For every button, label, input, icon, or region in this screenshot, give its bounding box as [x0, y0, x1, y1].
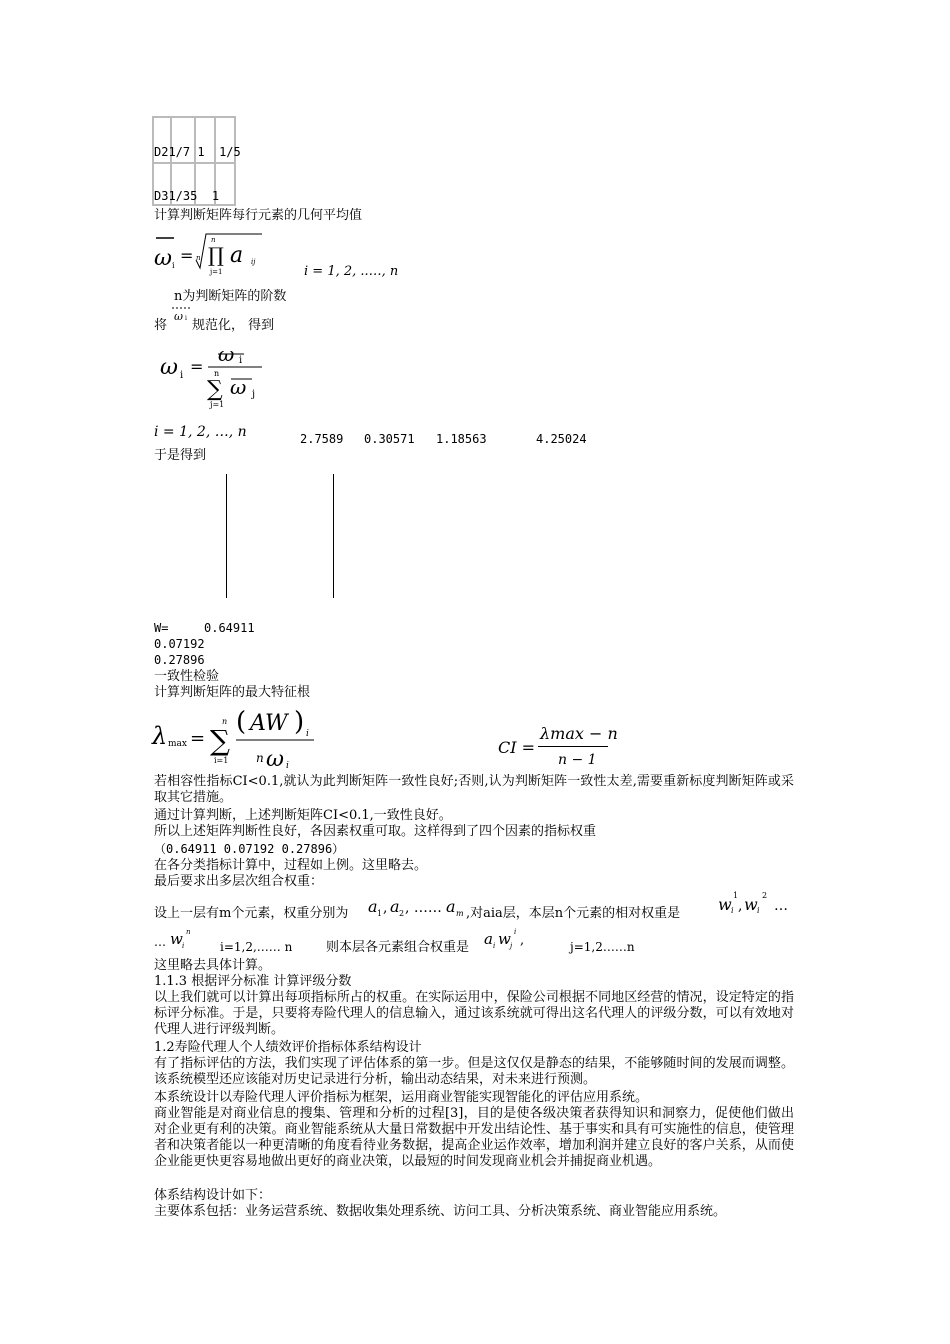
svg-text:, ……: , ……: [405, 900, 442, 916]
weights-a-formula: [368, 894, 478, 920]
svg-text:a: a: [230, 243, 244, 268]
svg-text:,: ,: [383, 900, 388, 916]
paragraph-combo-intro: 最后要求出多层次组合权重：: [154, 874, 324, 889]
consistency-heading: 一致性检验: [154, 669, 220, 684]
svg-text:i: i: [185, 315, 187, 322]
svg-text:n: n: [211, 236, 216, 244]
lambda-max-formula: [152, 700, 322, 772]
bracket-right-line: [333, 474, 334, 598]
svg-text:∏: ∏: [208, 243, 224, 267]
svg-text:w: w: [170, 930, 183, 948]
svg-text:i: i: [286, 761, 289, 771]
relative-weights-formula-n: [154, 924, 204, 954]
svg-text:,: ,: [520, 933, 525, 948]
weight-2: 0.07192: [154, 637, 205, 651]
geo-mean-formula: [150, 230, 280, 280]
svg-text:ω: ω: [230, 375, 247, 399]
n-order-label: n为判断矩阵的阶数: [174, 289, 287, 304]
matrix-row-d2: [154, 145, 241, 160]
bracket-left-line: [226, 474, 227, 598]
svg-text:i: i: [180, 370, 184, 381]
svg-text:i: i: [182, 942, 185, 950]
value-1: 2.7589: [300, 432, 344, 446]
matrix-cell: 1/5: [219, 145, 241, 159]
svg-text:=: =: [190, 728, 206, 749]
svg-text:…: …: [774, 898, 788, 914]
normalize-label-b: 规范化， 得到: [192, 318, 275, 333]
svg-text:i: i: [239, 355, 243, 366]
normalize-label-a: 将: [154, 318, 168, 333]
svg-text:∑: ∑: [207, 377, 223, 402]
svg-text:j: j: [510, 942, 513, 950]
svg-text:2: 2: [762, 891, 768, 900]
weight-3: 0.27896: [154, 653, 205, 667]
ci-fraction-bar: [538, 746, 608, 747]
normalize-formula: [160, 340, 270, 416]
svg-text:1: 1: [377, 909, 383, 918]
svg-text:ω: ω: [154, 246, 172, 271]
paragraph-bi-design: 本系统设计以寿险代理人评价指标为框架，运用商业智能实现智能化的评估应用系统。: [154, 1090, 649, 1105]
svg-text:j: j: [252, 389, 256, 400]
svg-text:): ): [294, 707, 305, 737]
weight-1: 0.64911: [204, 621, 255, 635]
relative-weights-formula: [718, 888, 798, 918]
svg-text:w: w: [498, 930, 511, 948]
svg-text:w: w: [744, 895, 758, 914]
matrix-cell: 1: [197, 145, 205, 159]
matrix-cell: 1: [211, 189, 220, 203]
svg-text:,: ,: [738, 898, 743, 914]
svg-text:n: n: [222, 717, 228, 726]
svg-text:i: i: [731, 906, 734, 915]
svg-text:j=1: j=1: [210, 268, 223, 276]
ci-label: CI =: [498, 738, 536, 757]
paragraph-ci-rule: 若相容性指标CI<0.1,就认为此判断矩阵一致性良好;否则,认为判断矩阵一致性太差,需要重新标度判断矩阵或采取其它措施。: [154, 774, 794, 805]
combo-line-2a: i=1,2,…… n: [220, 940, 293, 954]
paragraph-ci-result: 通过计算判断，上述判断矩阵CI<0.1,一致性良好。: [154, 808, 452, 823]
svg-text:a: a: [446, 897, 456, 916]
value-4: 4.25024: [536, 432, 587, 446]
svg-text:λ: λ: [152, 722, 168, 750]
combo-line-2b: 则本层各元素组合权重是: [326, 940, 470, 955]
svg-text:j=1: j=1: [210, 400, 225, 409]
yushi-label: 于是得到: [154, 448, 207, 463]
matrix-cell: 1/3: [168, 189, 191, 203]
svg-text:=: =: [180, 246, 194, 265]
matrix-cell: 1/7: [168, 145, 191, 159]
value-2: 0.30571: [364, 432, 415, 446]
paragraph-weights-intro: 所以上述矩阵判断性良好，各因素权重可取。这样得到了四个因素的指标权重: [154, 824, 597, 839]
svg-text:n: n: [186, 928, 191, 936]
svg-text:i: i: [493, 942, 496, 950]
svg-text:a: a: [390, 897, 400, 916]
geo-mean-heading: 计算判断矩阵每行元素的几何平均值: [154, 208, 363, 223]
matrix-row-label: D3: [154, 189, 169, 203]
value-3: 1.18563: [436, 432, 487, 446]
svg-text:=: =: [190, 357, 204, 376]
svg-text:ω: ω: [160, 355, 178, 380]
svg-text:(: (: [236, 707, 247, 737]
omega-bar-symbol: [170, 306, 192, 322]
svg-text:i=1: i=1: [214, 756, 229, 765]
svg-text:ω: ω: [266, 747, 284, 772]
svg-text:a: a: [368, 897, 378, 916]
svg-text:i: i: [757, 906, 760, 915]
section-heading-12: 1.2寿险代理人个人绩效评价指标体系结构设计: [154, 1040, 422, 1055]
ci-denominator: n − 1: [558, 752, 597, 768]
combo-line-1b: ,对aia层，本层n个元素的相对权重是: [466, 906, 681, 921]
svg-text:∑: ∑: [210, 724, 230, 757]
combo-line-1a: 设上一层有m个元素，权重分别为: [154, 906, 349, 921]
svg-text:n: n: [256, 751, 264, 765]
svg-text:w: w: [718, 895, 732, 914]
svg-text:a: a: [484, 930, 493, 948]
matrix-cell: 5: [190, 189, 198, 203]
svg-text:m: m: [456, 909, 464, 918]
i-range-2: i = 1, 2, …, n: [154, 424, 247, 440]
svg-text:ij: ij: [251, 258, 256, 266]
svg-text:ω: ω: [174, 310, 183, 323]
combined-weight-formula: [484, 924, 534, 954]
svg-text:n: n: [214, 369, 220, 378]
svg-text:ω: ω: [218, 342, 235, 366]
svg-text:n: n: [196, 254, 201, 262]
section-heading-113: 1.1.3 根据评分标准 计算评级分数: [154, 974, 352, 989]
paragraph-arch-systems: 主要体系包括：业务运营系统、数据收集处理系统、访问工具、分析决策系统、商业智能应用系统。: [154, 1204, 727, 1219]
matrix-row-d3: [154, 189, 219, 204]
svg-text:i: i: [514, 928, 517, 936]
svg-text:2: 2: [399, 909, 405, 918]
paragraph-omit-calc: 这里略去具体计算。: [154, 958, 272, 973]
paragraph-scoring: 以上我们就可以计算出每项指标所占的权重。在实际运用中，保险公司根据不同地区经营的情况，设定特定的指标评分标准。于是，只要将寿险代理人的信息输入，通过该系统就可得出这名代理人的评级分数，可以有效地对代理人进行评级判断。: [154, 990, 794, 1037]
svg-text:i: i: [172, 261, 175, 270]
paragraph-weights-values: （0.64911 0.07192 0.27896）: [154, 842, 345, 856]
svg-text:…: …: [154, 935, 166, 949]
weight-label: W=: [154, 621, 169, 635]
combo-line-2c: j=1,2……n: [570, 940, 635, 954]
matrix-row-label: D2: [154, 145, 169, 159]
i-range-1: i = 1, 2, ..…, n: [304, 264, 399, 279]
max-eig-heading: 计算判断矩阵的最大特征根: [154, 685, 311, 700]
svg-text:max: max: [168, 739, 187, 749]
svg-text:1: 1: [733, 891, 739, 900]
paragraph-dynamic: 有了指标评估的方法，我们实现了评估体系的第一步。但是这仅仅是静态的结果，不能够随时间的发展而调整。该系统模型还应该能对历史记录进行分析，输出动态结果，对未来进行预测。: [154, 1056, 794, 1087]
paragraph-omitted: 在各分类指标计算中，过程如上例。这里略去。: [154, 858, 428, 873]
svg-text:i: i: [306, 729, 309, 739]
svg-text:AW: AW: [250, 711, 288, 736]
ci-numerator: λmax − n: [540, 724, 618, 743]
paragraph-bi-definition: 商业智能是对商业信息的搜集、管理和分析的过程[3]，目的是使各级决策者获得知识和洞察力，促使他们做出对企业更有利的决策。商业智能系统从大量日常数据中开发出结论性、基于事实和具有可实施性的信息，使管理者和决策者能以一种更清晰的角度看待业务数据，提高企业运作效率，增加利润并建立良好的客户关系，从而使企业能更快更容易地做出更好的商业决策，以最短的时间发现商业机会并捕捉商业机遇。: [154, 1106, 794, 1169]
paragraph-arch-intro: 体系结构设计如下：: [154, 1188, 272, 1203]
